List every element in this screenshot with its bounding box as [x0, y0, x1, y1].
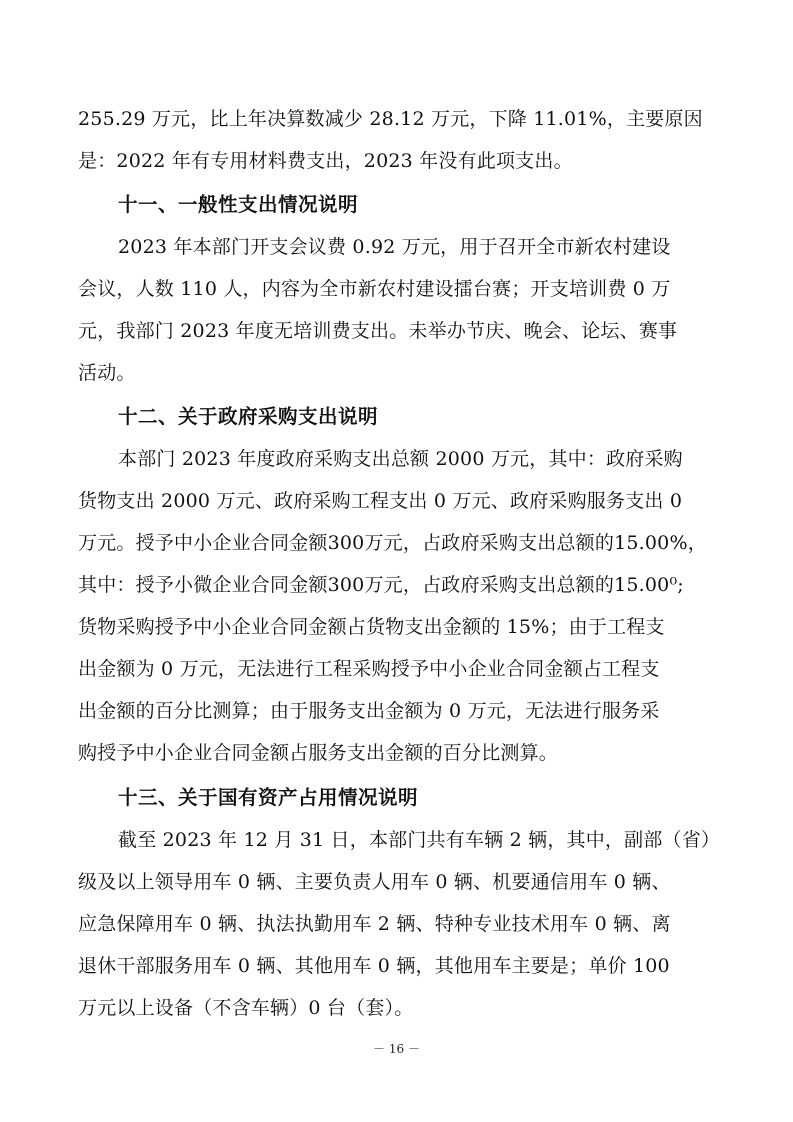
section-11-line-3: 元，我部门 2023 年度无培训费支出。未举办节庆、晚会、论坛、赛事: [78, 320, 678, 342]
section-12-heading: 十二、关于政府采购支出说明: [118, 405, 379, 428]
section-13-heading: 十三、关于国有资产占用情况说明: [118, 786, 419, 809]
section-13-line-2: 级及以上领导用车 0 辆、主要负责人用车 0 辆、机要通信用车 0 辆、: [78, 871, 671, 893]
section-12-line-2: 货物支出 2000 万元、政府采购工程支出 0 万元、政府采购服务支出 0: [78, 490, 683, 512]
section-13-line-1: 截至 2023 年 12 月 31 日，本部门共有车辆 2 辆，其中，副部（省）: [118, 829, 721, 851]
section-12-line-8: 购授予中小企业合同金额占服务支出金额的百分比测算。: [78, 742, 559, 764]
section-13-line-4: 退休干部服务用车 0 辆、其他用车 0 辆，其他用车主要是；单价 100: [78, 955, 670, 977]
section-13-line-5: 万元以上设备（不含车辆）0 台（套）。: [78, 997, 414, 1019]
intro-line-2: 是：2022 年有专用材料费支出，2023 年没有此项支出。: [78, 150, 573, 172]
intro-line-1: 255.29 万元，比上年决算数减少 28.12 万元，下降 11.01%，主要原因: [78, 108, 703, 130]
section-12-line-6: 出金额为 0 万元，无法进行工程采购授予中小企业合同金额占工程支: [78, 658, 660, 680]
section-12-line-1: 本部门 2023 年度政府采购支出总额 2000 万元，其中：政府采购: [118, 448, 683, 470]
page-number: － 16 －: [373, 1042, 420, 1056]
section-12-line-4: 其中：授予小微企业合同金额300万元，占政府采购支出总额的15.00⁰;: [78, 574, 684, 596]
section-12-line-7: 出金额的百分比测算；由于服务支出金额为 0 万元，无法进行服务采: [78, 700, 660, 722]
section-13-line-3: 应急保障用车 0 辆、执法执勤用车 2 辆、特种专业技术用车 0 辆、离: [78, 913, 671, 935]
section-11-line-4: 活动。: [78, 362, 136, 384]
section-11-line-2: 会议，人数 110 人，内容为全市新农村建设擂台赛；开支培训费 0 万: [78, 278, 671, 300]
section-12-line-5: 货物采购授予中小企业合同金额占货物支出金额的 15%；由于工程支: [78, 616, 665, 638]
section-11-line-1: 2023 年本部门开支会议费 0.92 万元，用于召开全市新农村建设: [118, 236, 671, 258]
section-12-line-3: 万元。授予中小企业合同金额300万元，占政府采购支出总额的15.00%，: [78, 532, 707, 554]
section-11-heading: 十一、一般性支出情况说明: [118, 193, 359, 216]
